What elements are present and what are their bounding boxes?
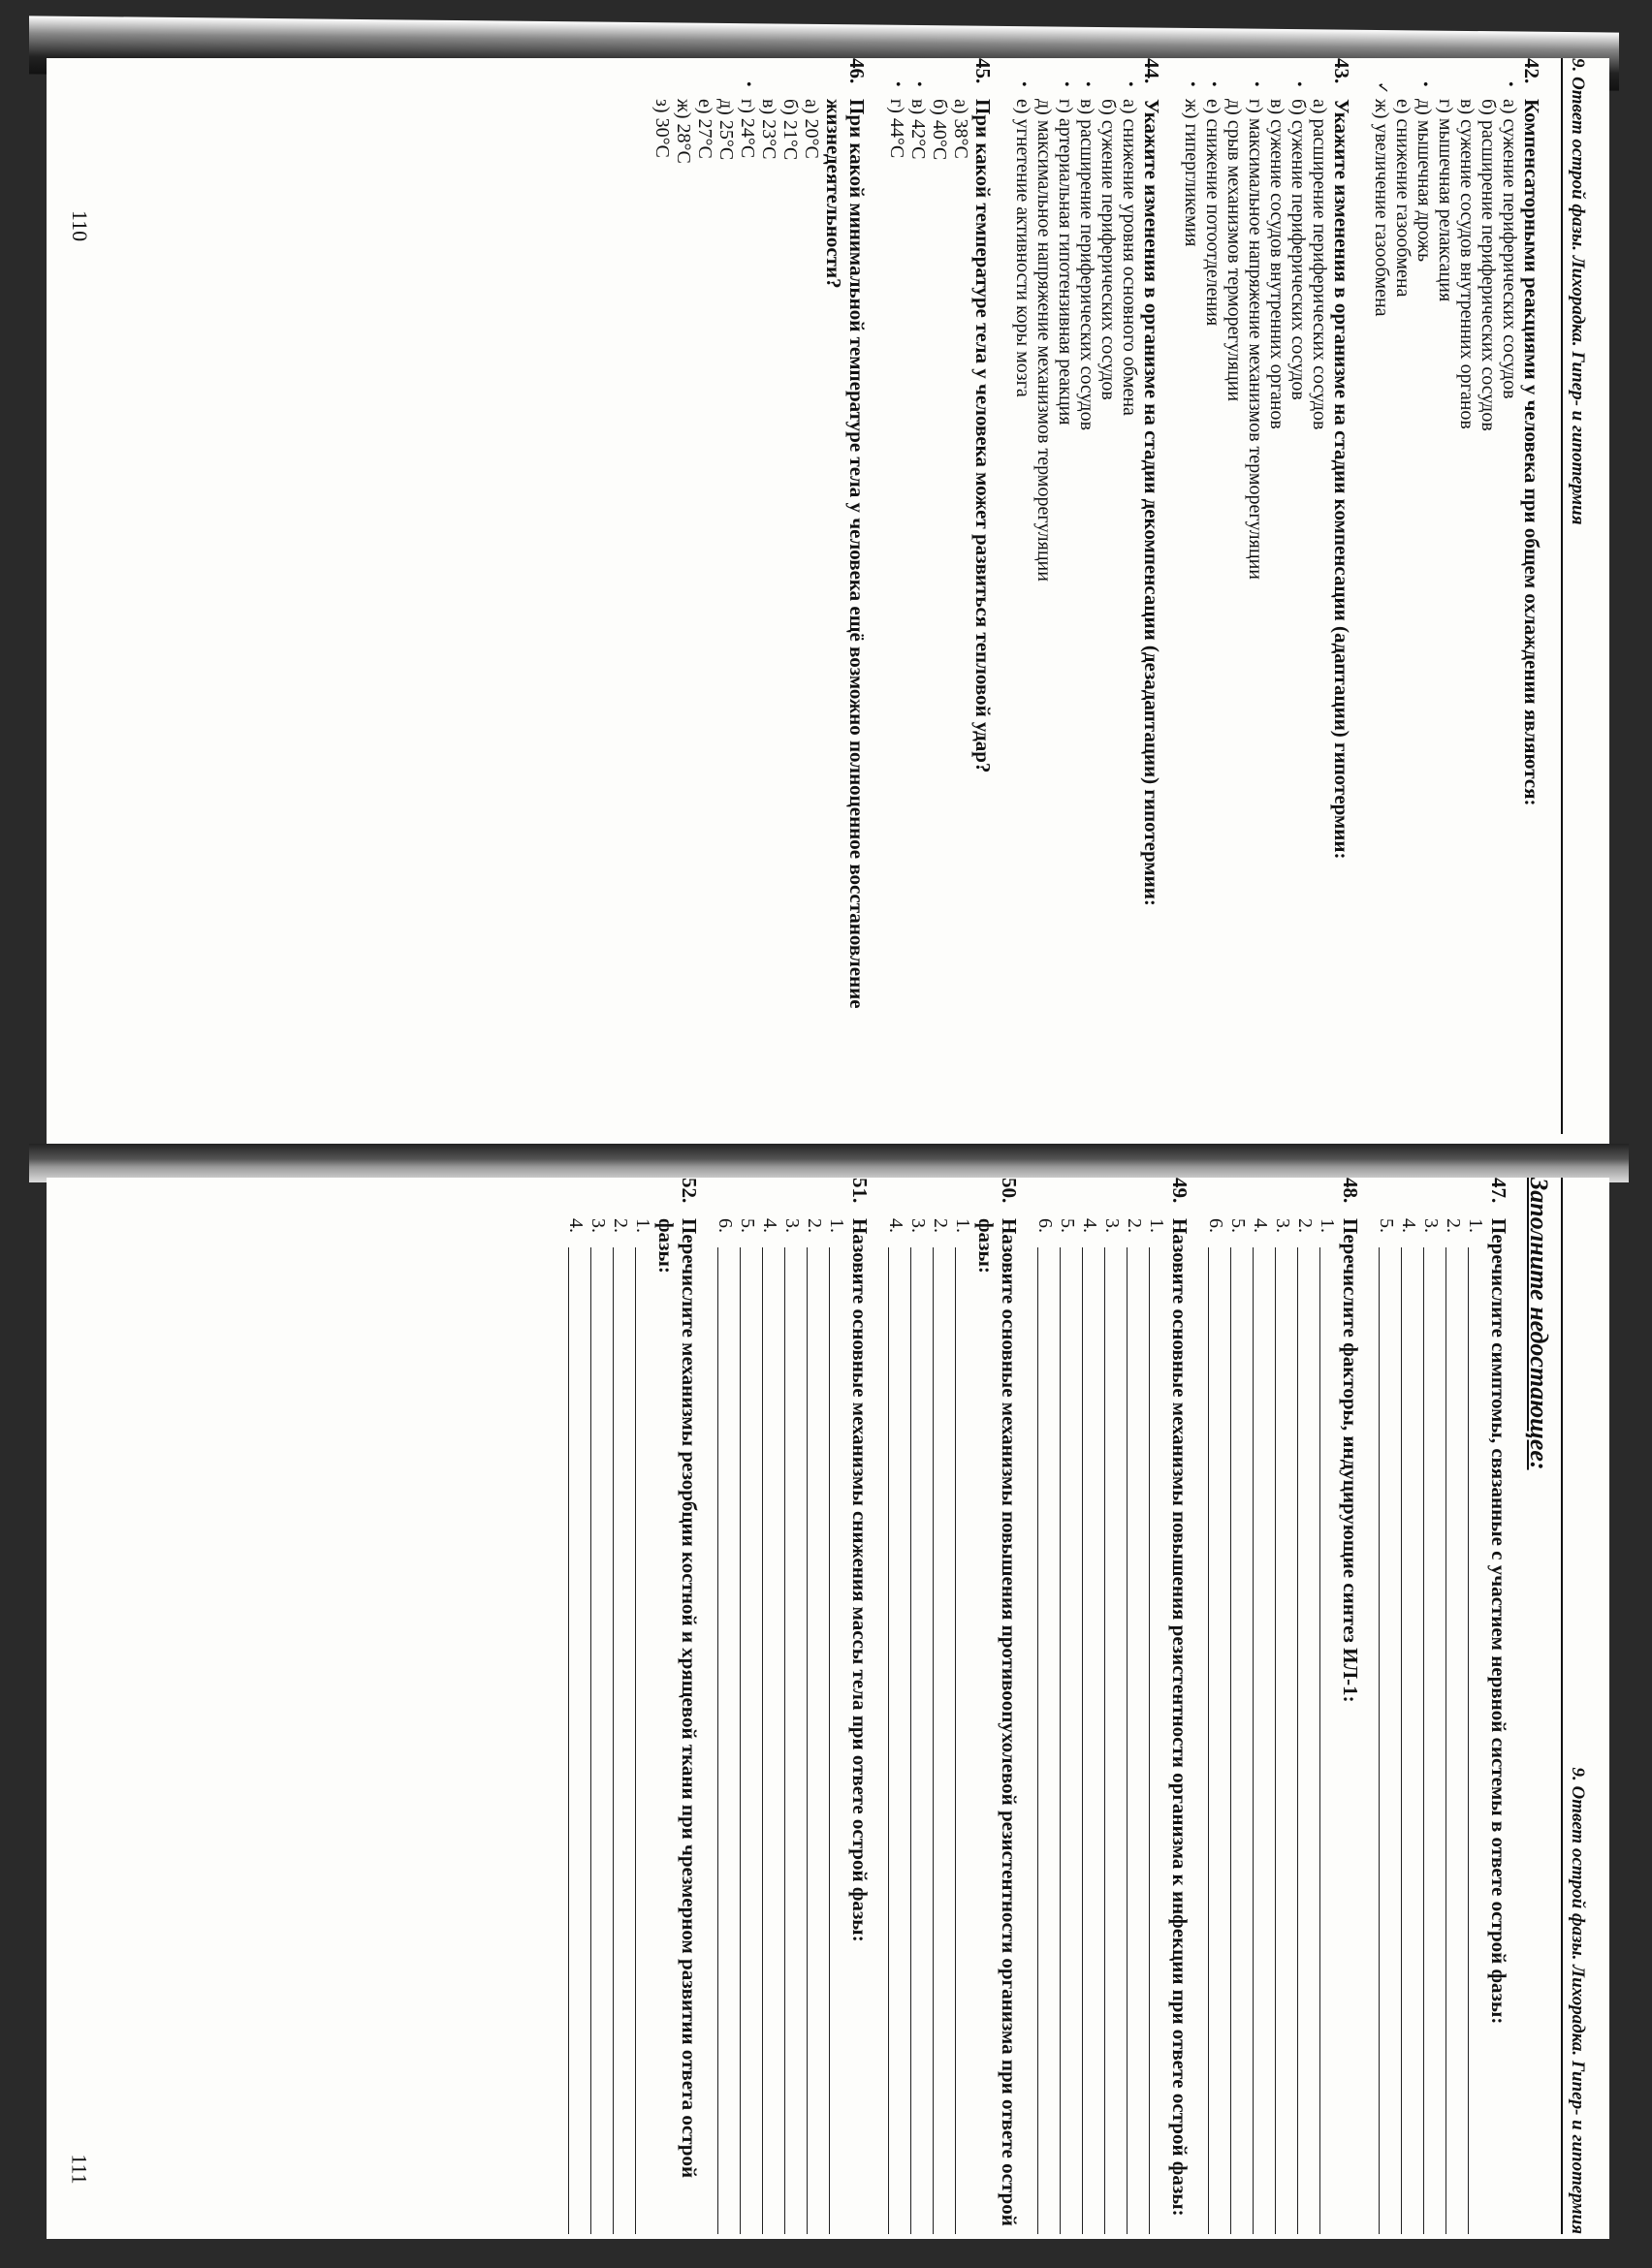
option-text: 38°С	[950, 118, 971, 159]
option-text: 40°С	[929, 119, 950, 161]
answer-option	[1309, 99, 1330, 1134]
answer-blank[interactable]	[1423, 1247, 1424, 2234]
answer-blank[interactable]	[717, 1247, 718, 2234]
answer-option	[1181, 81, 1202, 1134]
book-gutter	[29, 1144, 1629, 1182]
line-number: 2.	[804, 1218, 825, 1233]
answer-line[interactable]	[1465, 1218, 1487, 2234]
question-number: 49.	[1168, 1178, 1191, 1204]
question-heading	[822, 58, 869, 1134]
answer-line[interactable]	[1057, 1218, 1079, 2234]
option-label: б)	[779, 99, 801, 115]
question-text: При какой минимальной температуре тела у человека ещё возможно полноценное восстановление жизнедеятельности?	[822, 99, 869, 1009]
answer-line[interactable]	[930, 1218, 952, 2234]
handwritten-mark: •	[740, 81, 756, 87]
option-text: сужение периферических сосудов	[1499, 118, 1520, 399]
answer-line[interactable]	[1398, 1218, 1420, 2234]
option-text: сужение периферических сосудов	[1097, 119, 1119, 400]
option-text: сужение периферических сосудов	[1287, 119, 1309, 400]
answer-line[interactable]	[1443, 1218, 1465, 2234]
option-text: сужение сосудов внутренних органов	[1266, 119, 1287, 429]
answer-line[interactable]	[1101, 1218, 1124, 2234]
answer-line[interactable]	[565, 1218, 588, 2234]
answer-blank[interactable]	[568, 1247, 569, 2234]
answer-line[interactable]	[632, 1218, 654, 2234]
option-label: в)	[758, 99, 779, 115]
answer-option	[1456, 99, 1477, 1134]
answer-option	[1119, 81, 1140, 1134]
option-text: 27°С	[694, 118, 715, 159]
line-number: 5.	[1057, 1218, 1078, 1233]
answer-blank[interactable]	[1379, 1247, 1380, 2234]
option-text: расширение периферических сосудов	[1076, 119, 1097, 431]
page-number: 111	[67, 2154, 92, 2185]
answer-line[interactable]	[781, 1218, 804, 2234]
question-heading	[971, 58, 995, 1134]
answer-line[interactable]	[588, 1218, 610, 2234]
question-text: Назовите основные механизмы снижения массы тела при ответе острой фазы:	[848, 1218, 872, 1942]
line-number: 3.	[1101, 1218, 1123, 1233]
option-label: в)	[907, 99, 929, 115]
handwritten-mark: •	[1122, 81, 1138, 87]
option-label: д)	[1414, 99, 1435, 115]
page-111	[47, 1178, 1609, 2239]
answer-option	[1202, 81, 1223, 1134]
running-head: 9. Ответ острой фазы. Лихорадка. Гипер- и гипотермия	[1561, 58, 1598, 1134]
option-label: в)	[1076, 99, 1097, 115]
answer-option	[715, 99, 737, 1134]
answer-option	[801, 99, 822, 1134]
handwritten-mark: •	[1184, 81, 1200, 87]
answer-option	[1012, 81, 1033, 1134]
answer-lines	[565, 1218, 654, 2234]
line-number: 2.	[1443, 1218, 1464, 1233]
answer-option	[1392, 99, 1414, 1134]
option-text: гипергликемия	[1181, 123, 1202, 247]
option-label: а)	[950, 99, 971, 114]
question-number: 52.	[678, 1178, 701, 1204]
handwritten-mark: •	[1416, 81, 1433, 87]
option-text: 20°С	[801, 118, 822, 159]
handwritten-mark: ✓	[1374, 81, 1390, 95]
question-list	[651, 58, 1543, 1134]
line-number: 5.	[737, 1218, 758, 1233]
answer-option	[737, 81, 758, 1134]
answer-lines	[885, 1218, 974, 2234]
fill-in-question	[715, 1178, 872, 2234]
answer-lines	[1205, 1218, 1339, 2234]
question-number: 43.	[1330, 58, 1353, 84]
handwritten-mark: •	[910, 81, 927, 87]
option-text: угнетение активности коры мозга	[1012, 118, 1033, 397]
question-number: 48.	[1339, 1178, 1362, 1204]
answer-line[interactable]	[907, 1218, 930, 2234]
answer-blank[interactable]	[955, 1247, 956, 2234]
answer-line[interactable]	[1317, 1218, 1339, 2234]
option-text: 44°С	[886, 117, 907, 159]
line-number: 2.	[930, 1218, 951, 1233]
answer-blank[interactable]	[762, 1247, 763, 2234]
line-number: 6.	[1205, 1218, 1226, 1233]
line-number: 2.	[1294, 1218, 1316, 1233]
answer-option	[651, 99, 673, 1134]
handwritten-mark: •	[1248, 81, 1264, 87]
option-text: мышечная релаксация	[1435, 117, 1456, 302]
option-label: б)	[1287, 99, 1309, 115]
question-text: Перечислите факторы, индуцирующие синтез ИЛ-1:	[1339, 1218, 1362, 1703]
answer-line[interactable]	[610, 1218, 632, 2234]
option-label: а)	[1119, 99, 1140, 114]
question-heading	[974, 1178, 1021, 2234]
answer-blank[interactable]	[1401, 1247, 1402, 2234]
question-number: 42.	[1520, 58, 1543, 84]
question-heading	[1339, 1178, 1362, 2234]
handwritten-mark: •	[1502, 81, 1518, 87]
option-text: расширение периферических сосудов	[1477, 119, 1499, 431]
answer-line[interactable]	[804, 1218, 826, 2234]
question-heading	[1330, 58, 1353, 1134]
answer-option	[950, 99, 971, 1134]
answer-option	[1477, 99, 1499, 1134]
answer-line[interactable]	[759, 1218, 781, 2234]
answer-blank[interactable]	[1208, 1247, 1209, 2234]
line-number: 5.	[1227, 1218, 1249, 1233]
answer-blank[interactable]	[740, 1247, 741, 2234]
section-title: Заполните недостающее:	[1525, 1178, 1553, 1470]
option-label: д)	[1033, 99, 1055, 115]
answer-option	[1223, 99, 1245, 1134]
line-number: 2.	[1124, 1218, 1145, 1233]
question-block	[886, 58, 995, 1134]
answer-blank[interactable]	[1127, 1247, 1128, 2234]
page-number: 110	[68, 209, 93, 242]
answer-blank[interactable]	[1253, 1247, 1254, 2234]
line-number: 1.	[632, 1218, 653, 1233]
answer-blank[interactable]	[635, 1247, 636, 2234]
question-text: Укажите изменения в организме на стадии декомпенсации (дезадаптации) гипотермии:	[1140, 99, 1163, 906]
answer-option	[1097, 99, 1119, 1134]
answer-option	[886, 81, 907, 1134]
line-number: 6.	[1034, 1218, 1056, 1233]
answer-line[interactable]	[1272, 1218, 1294, 2234]
answer-option	[1033, 99, 1055, 1134]
question-number: 47.	[1487, 1178, 1510, 1204]
option-label: ж)	[673, 99, 694, 119]
question-text: Перечислите механизмы резорбции костной и хрящевой ткани при чрезмерном развитии ответа острой фазы:	[654, 1218, 701, 2179]
answer-options	[1012, 81, 1140, 1134]
line-number: 1.	[826, 1218, 847, 1233]
question-text: Укажите изменения в организме на стадии компенсации (адаптации) гипотермии:	[1330, 99, 1353, 860]
handwritten-mark: •	[1079, 81, 1096, 87]
answer-blank[interactable]	[1037, 1247, 1038, 2234]
option-text: артериальная гипотензивная реакция	[1055, 117, 1076, 425]
answer-option	[929, 99, 950, 1134]
option-text: снижение уровня основного обмена	[1119, 118, 1140, 416]
answer-blank[interactable]	[1149, 1247, 1150, 2234]
option-label: ж)	[1371, 99, 1392, 119]
question-block	[1371, 58, 1543, 1134]
question-text: Компенсаторными реакциями у человека при общем охлаждении являются:	[1520, 99, 1543, 806]
answer-option	[1055, 81, 1076, 1134]
answer-line[interactable]	[1124, 1218, 1146, 2234]
answer-blank[interactable]	[1060, 1247, 1061, 2234]
answer-blank[interactable]	[1082, 1247, 1083, 2234]
option-label: в)	[1266, 99, 1287, 115]
option-label: б)	[1097, 99, 1119, 115]
option-text: 21°С	[779, 119, 801, 161]
option-label: г)	[1055, 99, 1076, 113]
answer-line[interactable]	[737, 1218, 759, 2234]
line-number: 5.	[1376, 1218, 1397, 1233]
option-label: д)	[1223, 99, 1245, 115]
option-label: г)	[1245, 99, 1266, 113]
answer-blank[interactable]	[1275, 1247, 1276, 2234]
line-number: 1.	[1146, 1218, 1167, 1233]
handwritten-mark: •	[1015, 81, 1032, 87]
option-label: в)	[1456, 99, 1477, 115]
answer-blank[interactable]	[1319, 1247, 1320, 2234]
option-text: сужение сосудов внутренних органов	[1456, 119, 1477, 429]
handwritten-mark: •	[889, 81, 905, 87]
handwritten-mark: •	[1290, 81, 1307, 87]
question-text: Перечислите симптомы, связанные с участием нервной системы в ответе острой фазы:	[1487, 1218, 1510, 2025]
handwritten-mark: •	[1205, 81, 1222, 87]
answer-line[interactable]	[1294, 1218, 1317, 2234]
option-label: а)	[1499, 99, 1520, 114]
answer-line[interactable]	[1376, 1218, 1398, 2234]
option-label: е)	[1392, 99, 1414, 114]
option-label: г)	[737, 99, 758, 113]
line-number: 1.	[1317, 1218, 1338, 1233]
option-label: е)	[694, 99, 715, 114]
answer-option	[1435, 99, 1456, 1134]
question-block	[651, 58, 869, 1134]
answer-line[interactable]	[1034, 1218, 1057, 2234]
option-text: максимальное напряжение механизмов терморегуляции	[1245, 117, 1266, 580]
option-text: расширение периферических сосудов	[1309, 118, 1330, 430]
question-heading	[1168, 1178, 1191, 2234]
question-number: 46.	[845, 58, 869, 84]
answer-blank[interactable]	[1104, 1247, 1105, 2234]
answer-lines	[715, 1218, 848, 2234]
option-label: е)	[1202, 99, 1223, 114]
fill-in-question	[1034, 1178, 1191, 2234]
option-label: б)	[1477, 99, 1499, 115]
option-label: г)	[1435, 99, 1456, 113]
answer-lines	[1034, 1218, 1168, 2234]
question-number: 50.	[998, 1178, 1021, 1204]
answer-line[interactable]	[1205, 1218, 1227, 2234]
line-number: 4.	[885, 1218, 906, 1233]
answer-line[interactable]	[885, 1218, 907, 2234]
answer-option	[779, 99, 801, 1134]
answer-blank[interactable]	[590, 1247, 591, 2234]
question-number: 44.	[1140, 58, 1163, 84]
option-text: мышечная дрожь	[1414, 119, 1435, 263]
question-heading	[848, 1178, 872, 2234]
fill-in-list	[565, 1178, 1510, 2234]
option-label: е)	[1012, 99, 1033, 114]
answer-option	[1371, 81, 1392, 1134]
answer-blank[interactable]	[888, 1247, 889, 2234]
question-heading	[1520, 58, 1543, 1134]
option-text: 24°С	[737, 117, 758, 159]
option-label: з)	[651, 99, 673, 113]
option-text: 42°С	[907, 119, 929, 160]
answer-options	[886, 81, 971, 1134]
answer-blank[interactable]	[1468, 1247, 1469, 2234]
option-text: снижение потоотделения	[1202, 118, 1223, 327]
answer-option	[1266, 99, 1287, 1134]
line-number: 4.	[1079, 1218, 1100, 1233]
answer-option	[1287, 81, 1309, 1134]
question-heading	[1140, 58, 1163, 1134]
option-text: 30°С	[651, 117, 673, 158]
answer-line[interactable]	[1146, 1218, 1168, 2234]
handwritten-mark: •	[1058, 81, 1074, 87]
line-number: 4.	[1250, 1218, 1271, 1233]
question-number: 45.	[971, 58, 995, 84]
answer-blank[interactable]	[910, 1247, 911, 2234]
running-head: 9. Ответ острой фазы. Лихорадка. Гипер- и гипотермия	[1561, 1178, 1598, 2234]
option-label: ж)	[1181, 99, 1202, 119]
answer-options	[651, 81, 822, 1134]
answer-line[interactable]	[715, 1218, 737, 2234]
answer-blank[interactable]	[1297, 1247, 1298, 2234]
option-text: 28°С	[673, 123, 694, 164]
answer-blank[interactable]	[807, 1247, 808, 2234]
line-number: 3.	[1272, 1218, 1293, 1233]
question-text: Назовите основные механизмы повышения резистентности организма к инфекции при ответе острой фазы:	[1168, 1218, 1191, 2217]
option-label: д)	[715, 99, 737, 115]
answer-blank[interactable]	[613, 1247, 614, 2234]
question-text: При какой температуре тела у человека может развиться тепловой удар?	[971, 99, 995, 773]
option-text: 25°С	[715, 119, 737, 161]
line-number: 3.	[781, 1218, 803, 1233]
answer-line[interactable]	[1250, 1218, 1272, 2234]
answer-option	[758, 99, 779, 1134]
line-number: 2.	[610, 1218, 631, 1233]
line-number: 1.	[1465, 1218, 1486, 1233]
answer-option	[1076, 81, 1097, 1134]
line-number: 4.	[759, 1218, 780, 1233]
answer-option	[694, 99, 715, 1134]
page-110-content	[85, 58, 1598, 1134]
option-text: максимальное напряжение механизмов терморегуляции	[1033, 119, 1055, 582]
answer-blank[interactable]	[784, 1247, 785, 2234]
option-label: а)	[801, 99, 822, 114]
answer-option	[907, 81, 929, 1134]
line-number: 4.	[1398, 1218, 1419, 1233]
line-number: 4.	[565, 1218, 587, 1233]
fill-in-question	[885, 1178, 1021, 2234]
answer-line[interactable]	[826, 1218, 848, 2234]
line-number: 1.	[952, 1218, 973, 1233]
option-text: снижение газообмена	[1392, 118, 1414, 298]
answer-options	[1181, 81, 1330, 1134]
answer-line[interactable]	[1420, 1218, 1443, 2234]
question-block	[1181, 58, 1353, 1134]
line-number: 3.	[1420, 1218, 1442, 1233]
page-110	[47, 58, 1609, 1144]
line-number: 6.	[715, 1218, 736, 1233]
option-text: срыв механизмов терморегуляции	[1223, 119, 1245, 402]
question-heading	[1487, 1178, 1510, 2234]
question-block	[1012, 58, 1163, 1134]
answer-option	[1499, 81, 1520, 1134]
line-number: 3.	[588, 1218, 609, 1233]
page-111-content	[85, 1178, 1598, 2234]
answer-option	[1414, 81, 1435, 1134]
question-heading	[654, 1178, 701, 2234]
option-label: а)	[1309, 99, 1330, 114]
question-text: Назовите основные механизмы повышения противоопухолевой резистентности организма при ответе острой фазы:	[974, 1218, 1021, 2226]
line-number: 3.	[907, 1218, 929, 1233]
answer-line[interactable]	[1079, 1218, 1101, 2234]
answer-option	[673, 99, 694, 1134]
answer-line[interactable]	[1227, 1218, 1250, 2234]
option-text: увеличение газообмена	[1371, 123, 1392, 317]
answer-option	[1245, 81, 1266, 1134]
fill-in-question	[565, 1178, 701, 2234]
fill-in-question	[1205, 1178, 1362, 2234]
answer-options	[1371, 81, 1520, 1134]
option-label: г)	[886, 99, 907, 113]
option-text: 23°С	[758, 119, 779, 160]
fill-in-question	[1376, 1178, 1510, 2234]
answer-line[interactable]	[952, 1218, 974, 2234]
answer-blank[interactable]	[933, 1247, 934, 2234]
option-label: б)	[929, 99, 950, 115]
question-number: 51.	[848, 1178, 872, 1204]
answer-blank[interactable]	[1230, 1247, 1231, 2234]
answer-blank[interactable]	[829, 1247, 830, 2234]
answer-lines	[1376, 1218, 1487, 2234]
